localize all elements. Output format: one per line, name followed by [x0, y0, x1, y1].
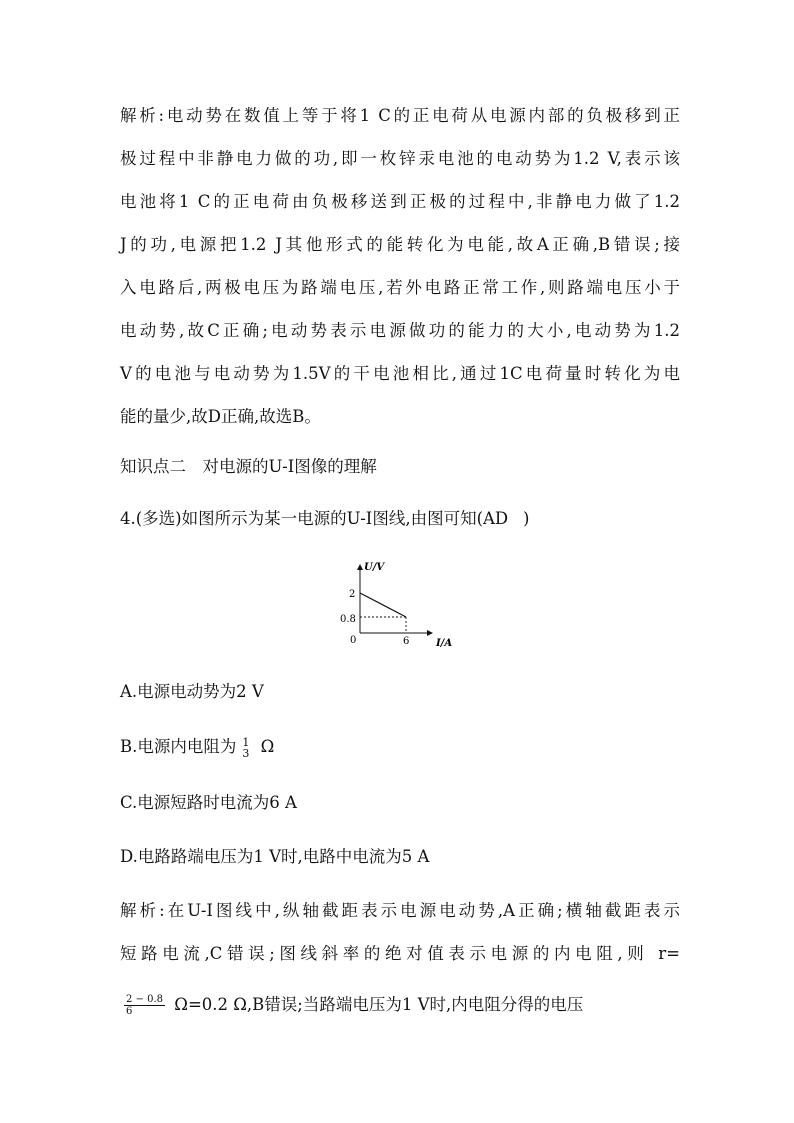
analysis-line-7: V的电池与电动势为1.5V的干电池相比,通过1C电荷量时转化为电 — [120, 364, 680, 383]
analysis-line-5: 入电路后,两极电压为路端电压,若外电路正常工作,则路端电压小于 — [120, 278, 680, 297]
x-axis-label: I/A — [436, 638, 453, 649]
question-stem — [120, 507, 680, 531]
option-b-numerator: 1 — [242, 735, 250, 749]
slope-fraction — [124, 994, 165, 1017]
ui-line — [360, 593, 406, 617]
question-stem-close: ) — [523, 509, 530, 528]
analysis-line-1: 解析:电动势在数值上等于将1 C的正电荷从电源内部的负极移到正 — [120, 106, 680, 125]
analysis-line-6: 电动势,故C正确;电动势表示电源做功的能力的大小,电动势为1.2 — [120, 321, 680, 340]
analysis-line-2: 极过程中非静电力做的功,即一枚锌汞电池的电动势为1.2 V,表示该 — [120, 149, 680, 168]
analysis2-line-3 — [120, 993, 680, 1017]
slope-numerator: 2 − 0.8 — [126, 994, 164, 1005]
analysis2-line-3-text: Ω=0.2 Ω,B错误;当路端电压为1 V时,内电阻分得的电压 — [174, 995, 584, 1014]
option-b-text: B.电源内电阻为 — [120, 737, 237, 756]
question-answer: AD — [483, 509, 509, 528]
slope-denominator: 6 — [126, 1006, 133, 1017]
option-b-fraction — [240, 737, 251, 759]
analysis2-line-2: 短路电流,C错误;图线斜率的绝对值表示电源的内电阻,则 r= — [120, 944, 680, 963]
section-title: 知识点二 对电源的U-I图像的理解 — [120, 457, 377, 476]
analysis-line-3: 电池将1 C的正电荷由负极移送到正极的过程中,非静电力做了1.2 — [120, 192, 680, 211]
origin-label: 0 — [350, 635, 357, 646]
analysis2-line-1: 解析:在U-I图线中,纵轴截距表示电源电动势,A正确;横轴截距表示 — [120, 901, 680, 920]
option-b-unit: Ω — [260, 737, 275, 756]
option-b — [120, 735, 680, 759]
x-tick-label: 6 — [403, 636, 410, 647]
y-tick-label-low: 0.8 — [340, 614, 356, 625]
y-tick-label-high: 2 — [349, 589, 356, 600]
analysis-line-4: J的功,电源把1.2 J其他形式的能转化为电能,故A正确,B错误;接 — [120, 235, 680, 254]
question-stem-text: 4.(多选)如图所示为某一电源的U-I图线,由图可知( — [120, 509, 484, 528]
option-a: A.电源电动势为2 V — [120, 682, 264, 701]
option-d: D.电路路端电压为1 V时,电路中电流为5 A — [120, 847, 430, 866]
option-c: C.电源短路时电流为6 A — [120, 793, 297, 812]
y-axis-label: U/V — [364, 562, 385, 573]
analysis-line-8: 能的量少,故D正确,故选B。 — [120, 407, 321, 426]
option-b-denominator: 3 — [242, 746, 250, 760]
